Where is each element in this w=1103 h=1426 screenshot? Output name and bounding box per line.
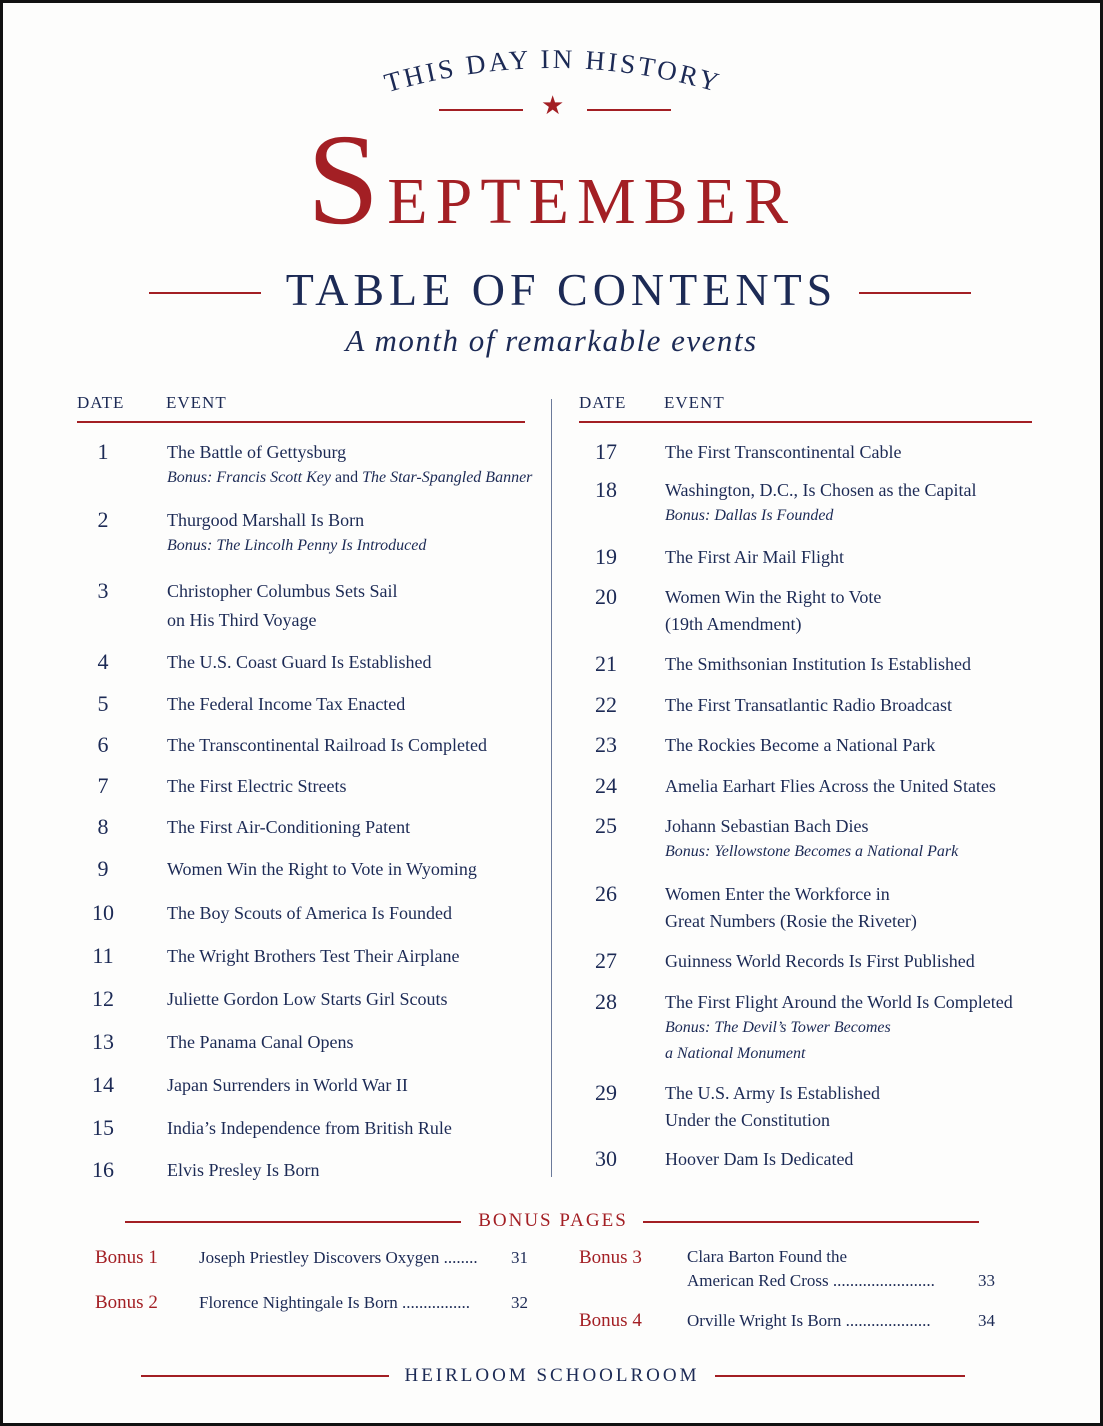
toc-title: TABLE OF CONTENTS (285, 264, 838, 315)
entry-title-line2: Under the Constitution (665, 1110, 830, 1130)
bonus-text-line2: American Red Cross ........................ (687, 1271, 935, 1290)
right-event-header: EVENT (664, 393, 725, 412)
bonus-text: Orville Wright Is Born .................... (687, 1311, 931, 1330)
entry-title: Washington, D.C., Is Chosen as the Capital (665, 480, 977, 500)
bonus-page-number: 34 (978, 1311, 995, 1330)
entry-day: 21 (595, 651, 617, 676)
entry-title: Women Win the Right to Vote in Wyoming (167, 859, 477, 879)
entry-title: Johann Sebastian Bach Dies (665, 816, 869, 836)
entry-day: 17 (595, 439, 617, 464)
bonus-rule-right (643, 1221, 979, 1223)
entry-bonus-line2: a National Monument (665, 1045, 806, 1062)
entry-day: 25 (595, 813, 617, 838)
toc-rule-left (149, 292, 261, 294)
entry-day: 7 (97, 773, 109, 798)
entry-day: 20 (595, 584, 617, 609)
right-header-rule (579, 421, 1032, 423)
column-divider (551, 399, 552, 1177)
bonus-pages-heading (3, 1209, 1100, 1237)
entry-title-line2: Great Numbers (Rosie the Riveter) (665, 911, 917, 931)
bonus-page-number: 33 (978, 1271, 995, 1290)
entry-day: 3 (97, 578, 109, 603)
entry-bonus: Bonus: Dallas Is Founded (665, 507, 834, 524)
entry-day: 11 (92, 943, 114, 968)
entry-day: 16 (92, 1157, 114, 1182)
entry-day: 22 (595, 692, 617, 717)
toc-heading-row (3, 265, 1100, 315)
entry-title: The First Flight Around the World Is Completed (665, 992, 1013, 1012)
left-date-header: DATE (77, 393, 125, 412)
entry-title: Christopher Columbus Sets Sail (167, 581, 398, 601)
entry-title: The Battle of Gettysburg (167, 442, 347, 462)
bonus-page-number: 32 (511, 1293, 528, 1312)
entry-title-line2: on His Third Voyage (167, 610, 317, 630)
ornament-rule-left (439, 109, 523, 111)
entry-day: 19 (595, 544, 617, 569)
entry-title: Juliette Gordon Low Starts Girl Scouts (167, 989, 448, 1009)
entry-day: 10 (92, 900, 114, 925)
bonus-label: Bonus 1 (95, 1247, 158, 1268)
entry-day: 14 (92, 1072, 114, 1097)
entry-bonus: Bonus: The Devil’s Tower Becomes (665, 1019, 891, 1036)
entry-day: 24 (595, 773, 617, 798)
bonus-page-number: 31 (511, 1248, 528, 1267)
footer-rule-left (141, 1375, 389, 1377)
entry-title: The Smithsonian Institution Is Established (665, 654, 971, 674)
bonus-pages-title: BONUS PAGES (478, 1210, 628, 1231)
entry-day: 2 (97, 507, 109, 532)
entry-title: The First Transatlantic Radio Broadcast (665, 695, 952, 715)
subtitle: A month of remarkable events (345, 323, 758, 358)
kicker-text: THIS DAY IN HISTORY (381, 43, 725, 99)
footer-brand: HEIRLOOM SCHOOLROOM (404, 1365, 700, 1386)
entry-day: 27 (595, 948, 617, 973)
entry-title: The First Air Mail Flight (665, 547, 845, 567)
entry-day: 30 (595, 1146, 617, 1171)
month-rest: eptember (387, 140, 796, 244)
footer (3, 1363, 1100, 1391)
entry-title: Women Win the Right to Vote (665, 587, 882, 607)
entry-title: Guinness World Records Is First Published (665, 951, 975, 971)
entry-title: The First Air-Conditioning Patent (167, 817, 411, 837)
bonus-label: Bonus 3 (579, 1247, 642, 1268)
entry-title: India’s Independence from British Rule (167, 1118, 452, 1138)
entry-day: 15 (92, 1115, 114, 1140)
entry-title: Elvis Presley Is Born (167, 1160, 320, 1180)
entry-bonus-joiner: and (330, 469, 363, 486)
bonus-rule-left (125, 1221, 461, 1223)
bonus-text: Joseph Priestley Discovers Oxygen ........ (199, 1248, 478, 1267)
star-icon: ★ (541, 91, 565, 120)
bonus-label: Bonus 2 (95, 1292, 158, 1313)
month-initial: S (306, 108, 388, 252)
entry-day: 6 (97, 732, 109, 757)
left-header-rule (77, 421, 525, 423)
entry-title: The Rockies Become a National Park (665, 735, 936, 755)
entry-day: 29 (595, 1080, 617, 1105)
entry-bonus: Bonus: Yellowstone Becomes a National Park (665, 843, 959, 860)
left-event-header: EVENT (166, 393, 227, 412)
entry-title: Hoover Dam Is Dedicated (665, 1149, 854, 1169)
entry-title: The Boy Scouts of America Is Founded (167, 903, 452, 923)
entry-title: Amelia Earhart Flies Across the United States (665, 776, 996, 796)
entry-day: 8 (97, 814, 109, 839)
entry-day: 1 (97, 439, 109, 464)
bonus-text: Clara Barton Found the (687, 1247, 848, 1266)
entry-day: 18 (595, 477, 617, 502)
bonus-text: Florence Nightingale Is Born ................ (199, 1293, 471, 1312)
entry-day: 28 (595, 989, 617, 1014)
entry-day: 9 (97, 856, 109, 881)
entry-bonus (167, 466, 532, 490)
right-date-header: DATE (579, 393, 627, 412)
entry-title: The First Electric Streets (167, 776, 347, 796)
footer-rule-right (715, 1375, 965, 1377)
bonus-label: Bonus 4 (579, 1310, 642, 1331)
entry-title: The Wright Brothers Test Their Airplane (167, 946, 460, 966)
ornament-rule-right (587, 109, 671, 111)
entry-day: 4 (97, 649, 109, 674)
entry-day: 12 (92, 986, 114, 1011)
entry-title: The U.S. Coast Guard Is Established (167, 652, 432, 672)
entry-day: 13 (92, 1029, 114, 1054)
toc-rule-right (859, 292, 971, 294)
entry-day: 26 (595, 881, 617, 906)
entry-title: The U.S. Army Is Established (665, 1083, 880, 1103)
month-title (3, 108, 1100, 252)
entry-day: 23 (595, 732, 617, 757)
entry-title: Thurgood Marshall Is Born (167, 510, 365, 530)
entry-bonus: Bonus: The Lincolh Penny Is Introduced (167, 537, 427, 554)
entry-bonus-part: The Star-Spangled Banner (362, 469, 533, 486)
entry-bonus-part: Bonus: Francis Scott Key (167, 469, 331, 486)
entry-title: Japan Surrenders in World War II (167, 1075, 408, 1095)
entry-title: The Transcontinental Railroad Is Completed (167, 735, 487, 755)
entry-title: The First Transcontinental Cable (665, 442, 902, 462)
entry-title: The Panama Canal Opens (167, 1032, 354, 1052)
entry-title: The Federal Income Tax Enacted (167, 694, 406, 714)
entry-title-line2: (19th Amendment) (665, 614, 802, 634)
entry-day: 5 (97, 691, 109, 716)
entry-title: Women Enter the Workforce in (665, 884, 890, 904)
